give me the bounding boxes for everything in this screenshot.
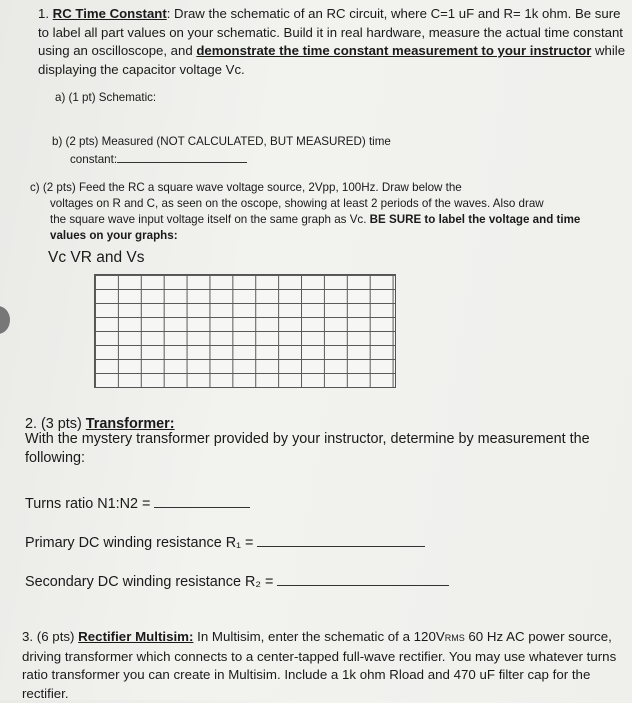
q1-emphasis: demonstrate the time constant measurement to your instructor [196,43,592,58]
q1-title: RC Time Constant [52,6,167,21]
turns-ratio-blank[interactable] [154,494,250,508]
q2-number: 2. (3 pts) [25,416,86,432]
q1-part-c [30,180,590,244]
q2-title: Transformer: [85,416,175,432]
question-2-description [25,430,615,468]
q1-part-b-text: b) (2 pts) Measured (NOT CALCULATED, BUT MEASURED) time [52,135,391,148]
q1-number: 1. [38,6,49,21]
q1-part-c-line3: the square wave input voltage itself on the same graph as Vc. [50,213,370,226]
secondary-resistance-field [25,572,449,590]
primary-resistance-field [25,533,425,551]
primary-resistance-blank[interactable] [257,533,425,547]
q1-part-b [52,134,432,168]
q3-number: 3. (6 pts) [22,629,79,644]
q1-part-a: a) (1 pt) Schematic: [55,91,157,104]
primary-resistance-label: Primary DC winding resistance R₁ = [25,535,258,551]
secondary-resistance-blank[interactable] [277,572,449,586]
q1-text-1: : Draw the schematic of an RC circuit, where C=1 uF and R= 1k ohm. Be sure to label all part values on your schematic. Build it in real hardware, measure the actual time constant using an oscilloscope, and [38,6,623,58]
q1-text-2: while displaying the capacitor voltage Vc. [38,43,626,77]
q2-desc: With the mystery transformer provided by your instructor, determine by measurement the following: [25,431,590,466]
oscilloscope-graph-grid[interactable] [94,274,396,388]
q3-title: Rectifier Multisim: [78,629,194,644]
turns-ratio-field [25,494,250,512]
q3-rms: RMS [444,633,465,643]
turns-ratio-label: Turns ratio N1:N2 = [25,496,155,512]
q1-part-c-line1: c) (2 pts) Feed the RC a square wave voltage source, 2Vpp, 100Hz. Draw below the [30,181,462,194]
question-1 [38,5,628,79]
secondary-resistance-label: Secondary DC winding resistance R₂ = [25,574,278,590]
question-3 [22,628,627,703]
graph-series-label: Vc VR and Vs [48,249,145,266]
q3-text-2: 60 Hz AC power source, driving transformer which connects to a center-tapped full-wave rectifier. You may use whatever turns ratio transformer you can create in Multisim. Include a 1k ohm Rload and 470 uF filter cap for the rectifier. [22,629,617,701]
time-constant-blank[interactable] [117,150,247,163]
binder-hole [0,306,10,334]
q1-part-b-label: constant: [70,153,118,166]
q3-text-1: In Multisim, enter the schematic of a 120V [193,629,445,644]
q1-part-c-bold: BE SURE to label the voltage and time values on your graphs: [50,213,581,242]
q1-part-c-line2: voltages on R and C, as seen on the oscope, showing at least 2 periods of the waves. Also draw [50,197,544,210]
